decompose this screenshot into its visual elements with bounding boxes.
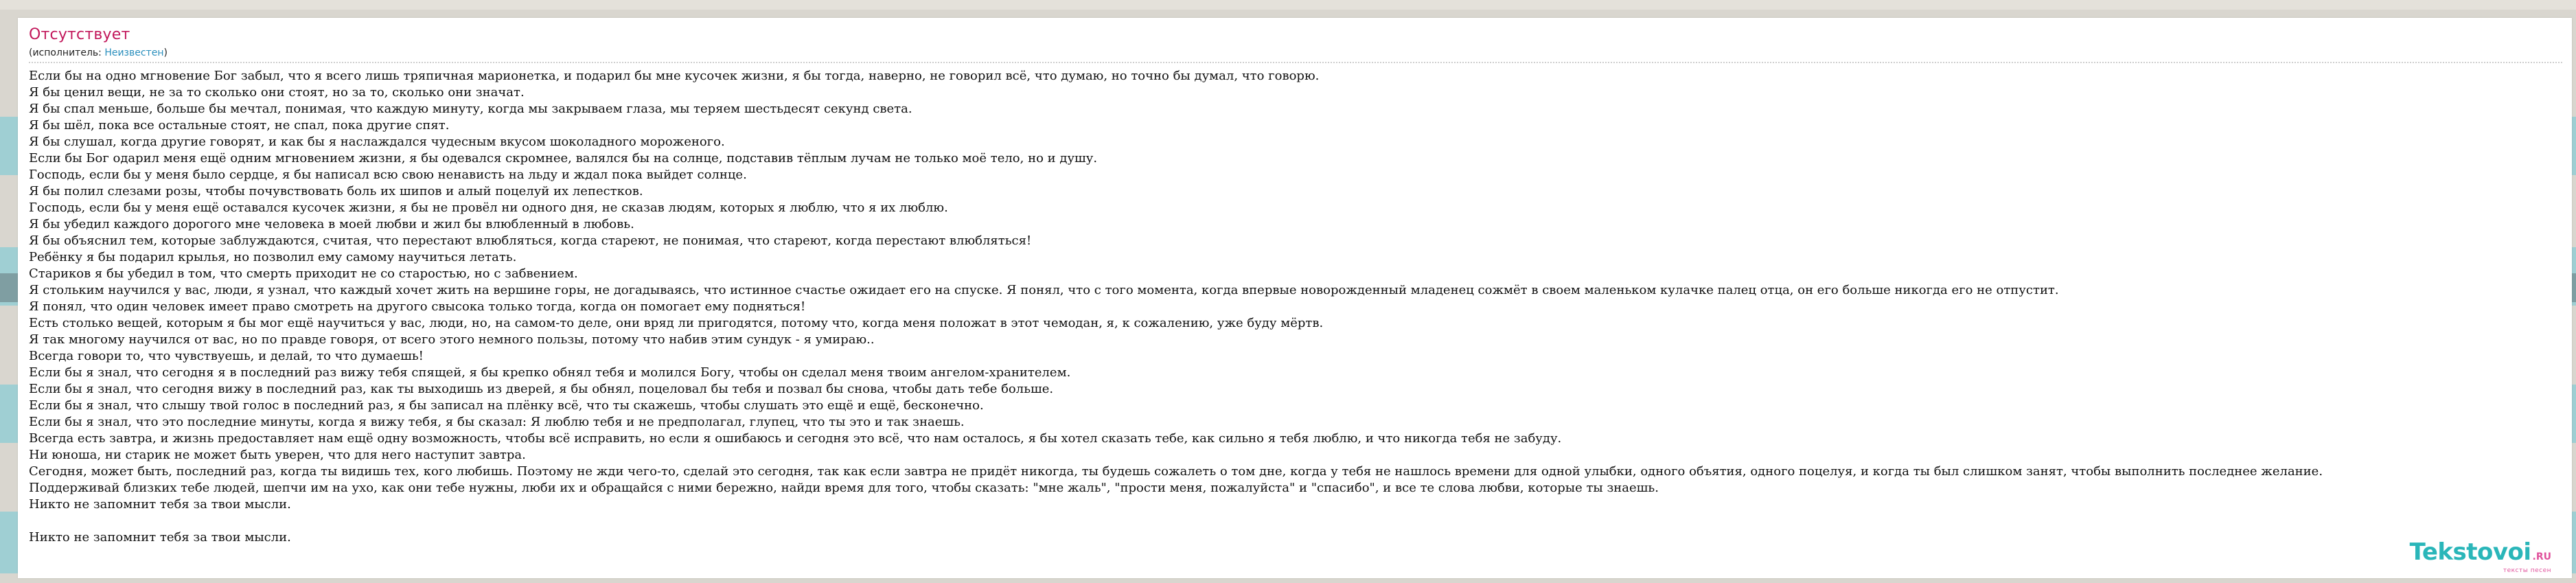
artist-link[interactable]: Неизвестен	[104, 47, 164, 58]
lyric-line: Всегда есть завтра, и жизнь предоставляет нам ещё одну возможность, чтобы всё исправить, но если я ошибаюсь и сегодня это всё, что нам осталось, я бы хотел сказать тебе, как сильно я тебя люблю, и что никогда тебя не забуду.	[29, 431, 1562, 446]
lyric-line: Я бы объяснил тем, которые заблуждаются, считая, что перестают влюбляться, когда стареют, не понимая, что стареют, когда перестают влюбляться!	[29, 233, 1032, 248]
lyric-line: Ни юноша, ни старик не может быть уверен, что для него наступит завтра.	[29, 448, 526, 462]
lyric-line: Сегодня, может быть, последний раз, когда ты видишь тех, кого любишь. Поэтому не жди чего-то, сделай это сегодня, так как если завтра не придёт никогда, ты будешь сожалеть о том дне, когда у тебя не нашлось времени для одной улыбки, одного объятия, одного поцелуя, и когда ты был слишком занят, чтобы выполнить последнее желание.	[29, 464, 2323, 479]
logo-name: Tekstovoi	[2409, 538, 2531, 566]
lyric-line: Я стольким научился у вас, люди, я узнал, что каждый хочет жить на вершине горы, не догадываясь, что истинное счастье ожидает его на спуске. Я понял, что с того момента, когда впервые новорожденный младенец сожмёт в своем маленьком кулачке палец отца, он его больше никогда его не отпустит.	[29, 283, 2059, 297]
lyric-line: Стариков я бы убедил в том, что смерть приходит не со старостью, но с забвением.	[29, 266, 578, 281]
lyric-line: Если бы я знал, что это последние минуты, когда я вижу тебя, я бы сказал: Я люблю тебя и не предполагал, глупец, что ты это и так знаешь.	[29, 415, 965, 429]
lyric-line: Я бы шёл, пока все остальные стоят, не спал, пока другие спят.	[29, 118, 450, 133]
lyric-line: Если бы я знал, что слышу твой голос в последний раз, я бы записал на плёнку всё, что ты скажешь, чтобы слушать это ещё и ещё, бесконечно.	[29, 398, 984, 413]
lyric-line: Есть столько вещей, которым я бы мог ещё научиться у вас, люди, но, на самом-то деле, они вряд ли пригодятся, потому что, когда меня положат в этот чемодан, я, к сожалению, уже буду мёртв.	[29, 316, 1324, 330]
lyric-line: Ребёнку я бы подарил крылья, но позволил ему самому научиться летать.	[29, 250, 517, 264]
lyrics-card	[18, 18, 2572, 578]
artist-line	[29, 47, 168, 58]
song-title: Отсутствует	[29, 26, 130, 43]
background-top	[0, 0, 2576, 10]
artist-suffix: )	[163, 47, 168, 58]
lyric-line: Поддерживай близких тебе людей, шепчи им на ухо, как они тебе нужны, люби их и обращайся с ними бережно, найди время для того, чтобы сказать: "мне жаль", "прости меня, пожалуйста" и "спасибо", и все те слова любви, которые ты знаешь.	[29, 481, 1659, 495]
divider	[29, 62, 2562, 63]
logo-tld: .RU	[2532, 551, 2551, 562]
lyric-line: Никто не запомнит тебя за твои мысли.	[29, 497, 291, 512]
artist-prefix: (исполнитель:	[29, 47, 105, 58]
lyric-line: Я бы убедил каждого дорогого мне человека в моей любви и жил бы влюбленный в любовь.	[29, 217, 634, 231]
lyric-line: Всегда говори то, что чувствуешь, и делай, то что думаешь!	[29, 349, 424, 363]
site-logo[interactable]	[2409, 538, 2551, 574]
lyric-line: Если бы Бог одарил меня ещё одним мгновением жизни, я бы одевался скромнее, валялся бы на солнце, подставив тёплым лучам не только моё тело, но и душу.	[29, 151, 1098, 165]
lyric-line: Никто не запомнит тебя за твои мысли.	[29, 530, 291, 545]
lyrics-text	[29, 68, 2569, 546]
logo-tagline: тексты песен	[2503, 567, 2551, 574]
lyric-line: Я бы спал меньше, больше бы мечтал, понимая, что каждую минуту, когда мы закрываем глаза, мы теряем шестьдесят секунд света.	[29, 102, 912, 116]
lyric-blank-line	[29, 513, 2569, 529]
lyric-line: Я бы полил слезами розы, чтобы почувствовать боль их шипов и алый поцелуй их лепестков.	[29, 184, 643, 198]
lyric-line: Я бы ценил вещи, не за то сколько они стоят, но за то, сколько они значат.	[29, 85, 525, 100]
lyric-line: Если бы на одно мгновение Бог забыл, что я всего лишь тряпичная марионетка, и подарил бы мне кусочек жизни, я бы тогда, наверно, не говорил всё, что думаю, но точно бы думал, что говорю.	[29, 69, 1320, 83]
lyric-line: Я бы слушал, когда другие говорят, и как бы я наслаждался чудесным вкусом шоколадного мороженого.	[29, 135, 725, 149]
lyric-line: Я так многому научился от вас, но по правде говоря, от всего этого немного пользы, потому что набив этим сундук - я умираю..	[29, 332, 875, 347]
lyric-line: Господь, если бы у меня было сердце, я бы написал всю свою ненависть на льду и ждал пока выйдет солнце.	[29, 168, 747, 182]
lyric-line: Если бы я знал, что сегодня вижу в последний раз, как ты выходишь из дверей, я бы обнял, поцеловал бы тебя и позвал бы снова, чтобы дать тебе больше.	[29, 382, 1054, 396]
lyric-line: Если бы я знал, что сегодня я в последний раз вижу тебя спящей, я бы крепко обнял тебя и молился Богу, чтобы он сделал меня твоим ангелом-хранителем.	[29, 365, 1071, 380]
lyric-line: Я понял, что один человек имеет право смотреть на другого свысока только тогда, когда он помогает ему подняться!	[29, 299, 806, 314]
lyric-line: Господь, если бы у меня ещё оставался кусочек жизни, я бы не провёл ни одного дня, не сказав людям, которых я люблю, что я их люблю.	[29, 201, 948, 215]
